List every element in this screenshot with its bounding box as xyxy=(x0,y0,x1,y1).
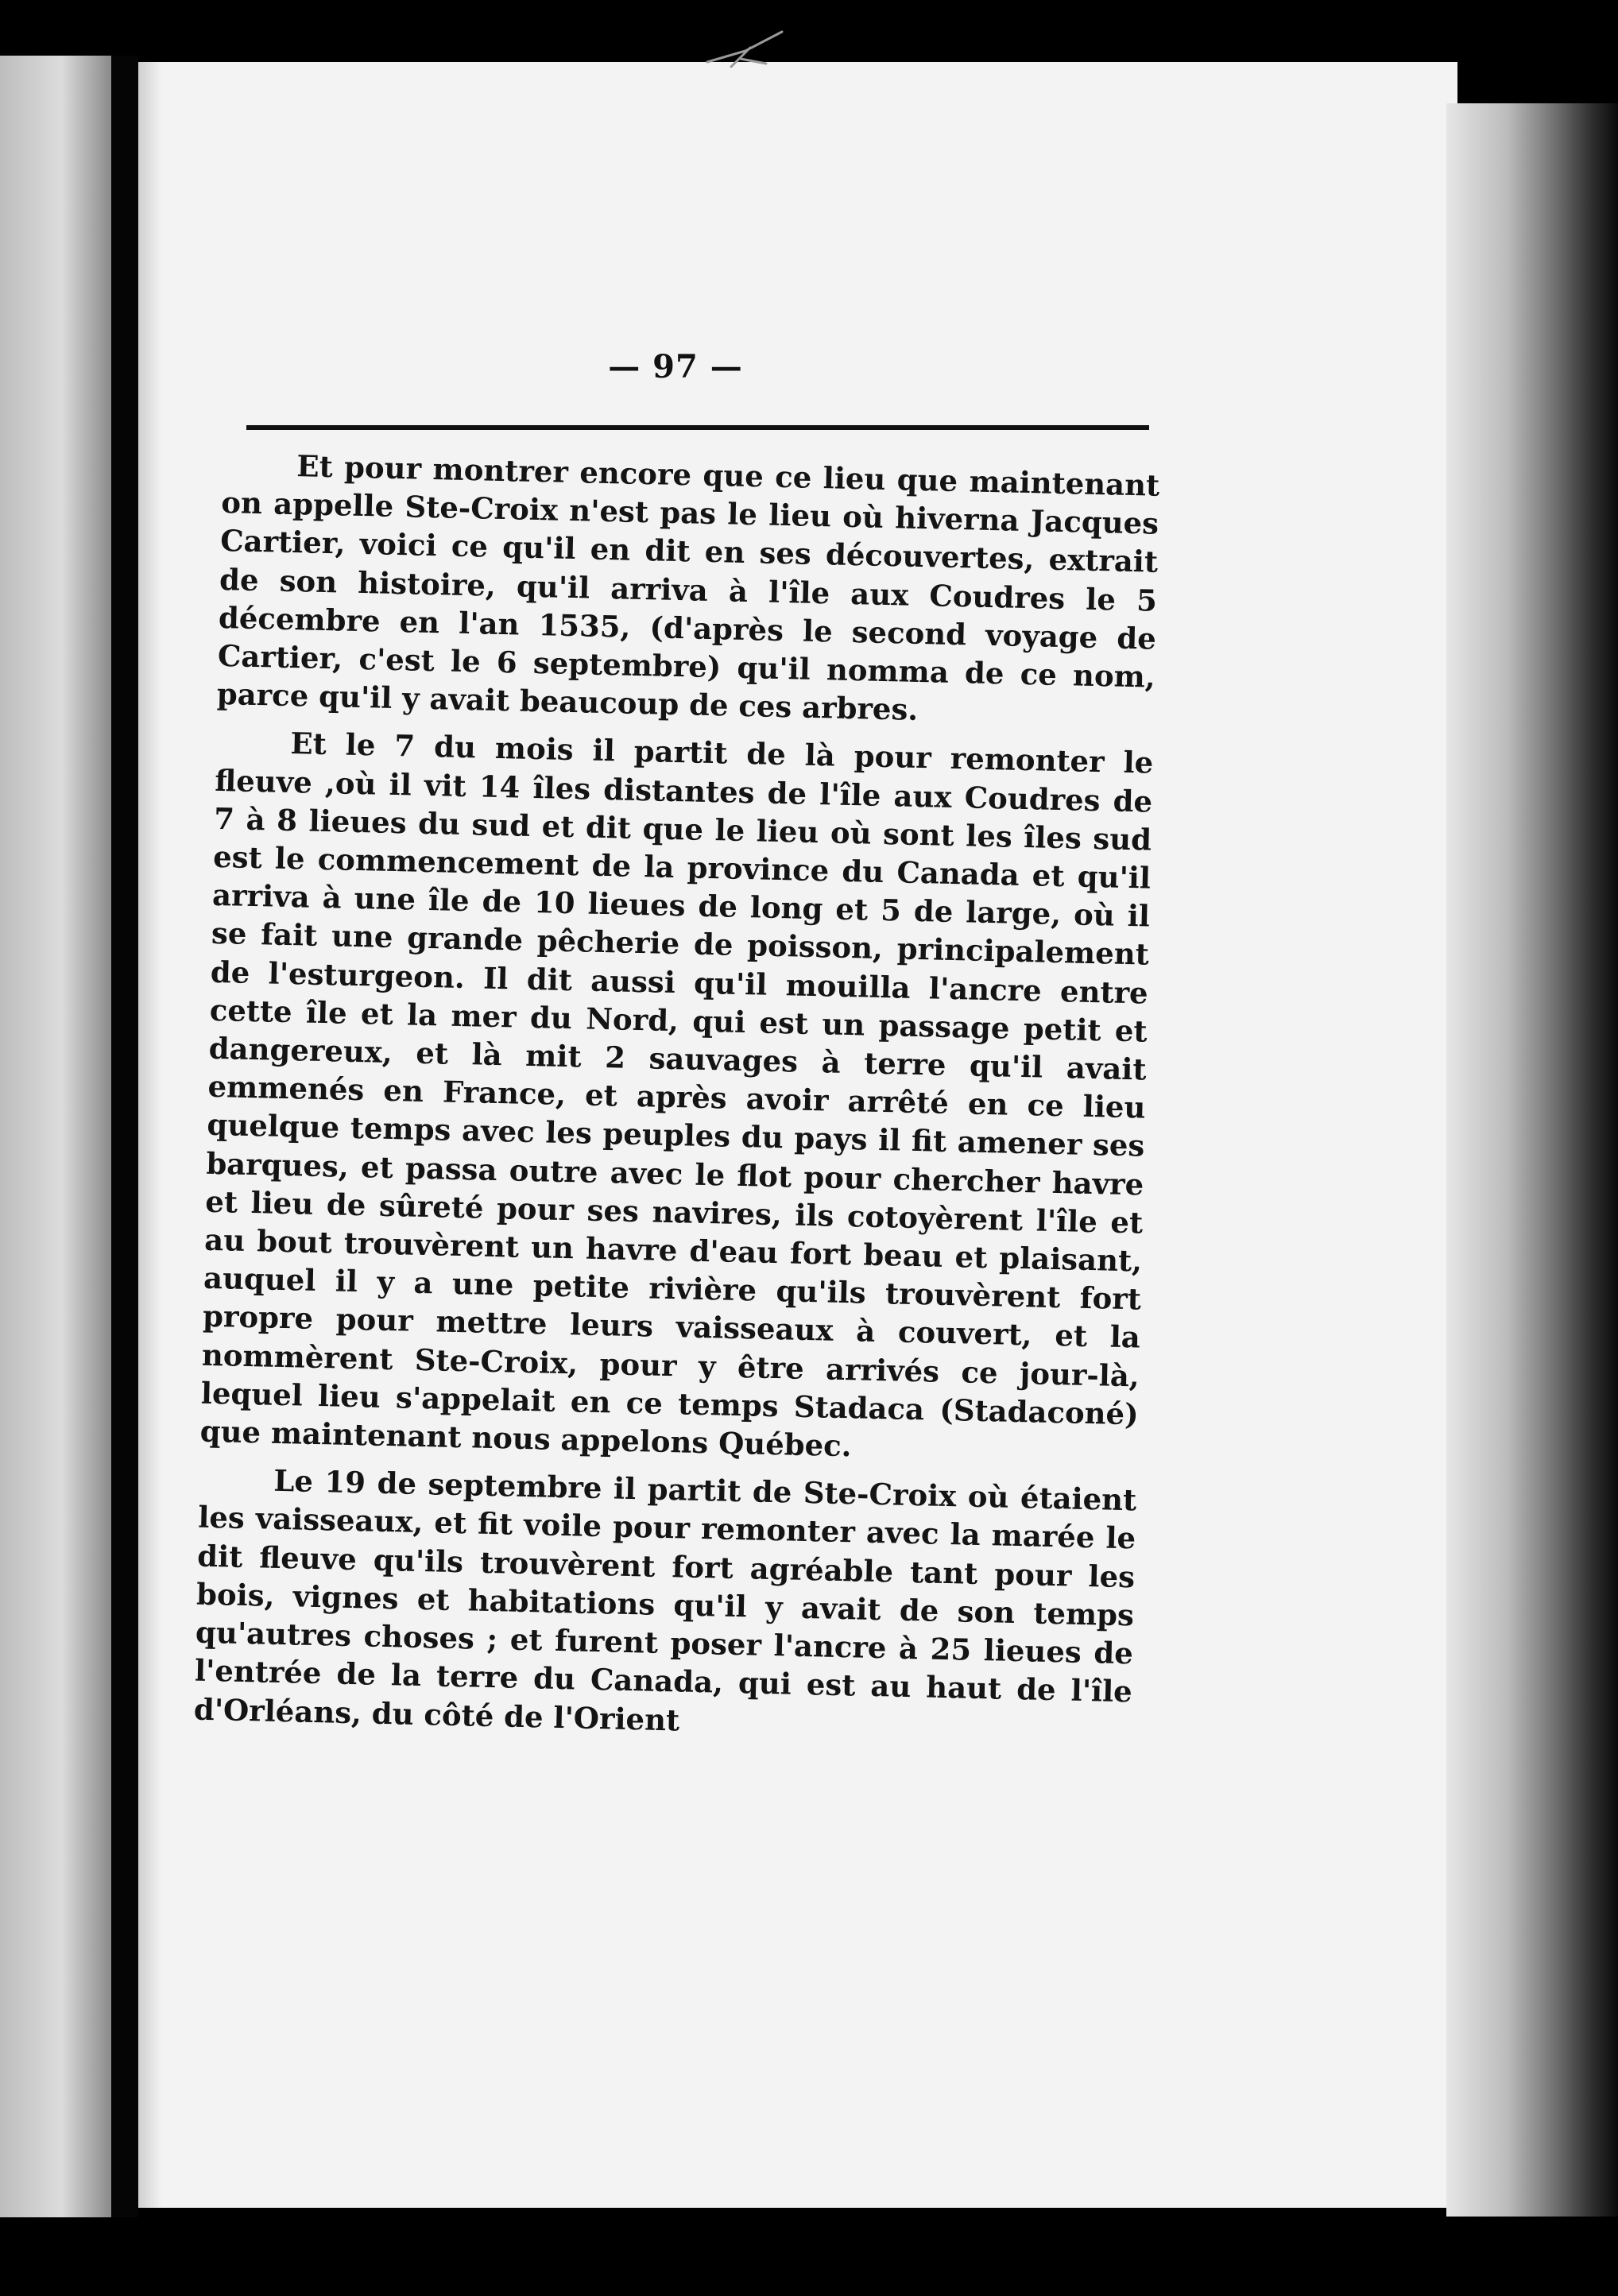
page-gutter-shadow xyxy=(138,62,162,2208)
paragraph-2: Et le 7 du mois il partit de là pour remonter le fleuve ,où il vit 14 îles distantes de l'île aux Coudres de 7 à 8 lieues du sud et dit que le lieu où sont les îles sud est le commencement de la province du Canada et qu'il arriva à une île de 10 lieues de long et 5 de large, où il se fait une grande pêcherie de poisson, principalement de l'esturgeon. Il dit aussi qu'il mouilla l'ancre entre cette île et la mer du Nord, qui est un passage petit et dangereux, et là mit 2 sauvages à terre qu'il avait emmenés en France, et après avoir arrêté en ce lieu quelque temps avec les peuples du pays il fit amener ses barques, et passa outre avec le flot pour chercher havre et lieu de sûreté pour ses navires, ils cotoyèrent l'île et au bout trouvèrent un havre d'eau fort beau et plaisant, auquel il y a une petite rivière qu'ils trouvèrent fort propre pour mettre leurs vaisseaux à couvert, et la nommèrent Ste-Croix, pour y être arrivés ce jour-là, lequel lieu s'appelait en ce temps Stadaca (Stadaconé) que maintenant nous appelons Québec. xyxy=(199,726,1154,1464)
header-rule xyxy=(246,425,1149,430)
page-stack-edge xyxy=(1446,103,1618,2217)
paragraph-3: Le 19 de septembre il partit de Ste-Croix où étaient les vaisseaux, et fit voile pour remonter avec la marée le dit fleuve qu'ils trouvèrent fort agréable tant pour les bois, vignes et habitations qu'il y avait de son temps qu'autres choses ; et furent poser l'ancre à 25 lieues de l'entrée de la terre du Canada, qui est au haut de l'île d'Orléans, du côté de l'Orient xyxy=(193,1463,1137,1737)
facing-page-edge xyxy=(0,56,111,2217)
body-text xyxy=(193,445,1160,1759)
pencil-mark-icon xyxy=(699,27,787,75)
page-number: — 97 — xyxy=(608,348,743,385)
paragraph-1: Et pour montrer encore que ce lieu que maintenant on appelle Ste-Croix n'est pas le lieu où hiverna Jacques Cartier, voici ce qu'il en dit en ses découvertes, extrait de son histoire, qu'il arriva à l'île aux Coudres le 5 décembre en l'an 1535, (d'après le second voyage de Cartier, c'est le 6 septembre) qu'il nomma de ce nom, parce qu'il y avait beaucoup de ces arbres. xyxy=(216,448,1160,728)
book-spine xyxy=(111,56,138,2217)
